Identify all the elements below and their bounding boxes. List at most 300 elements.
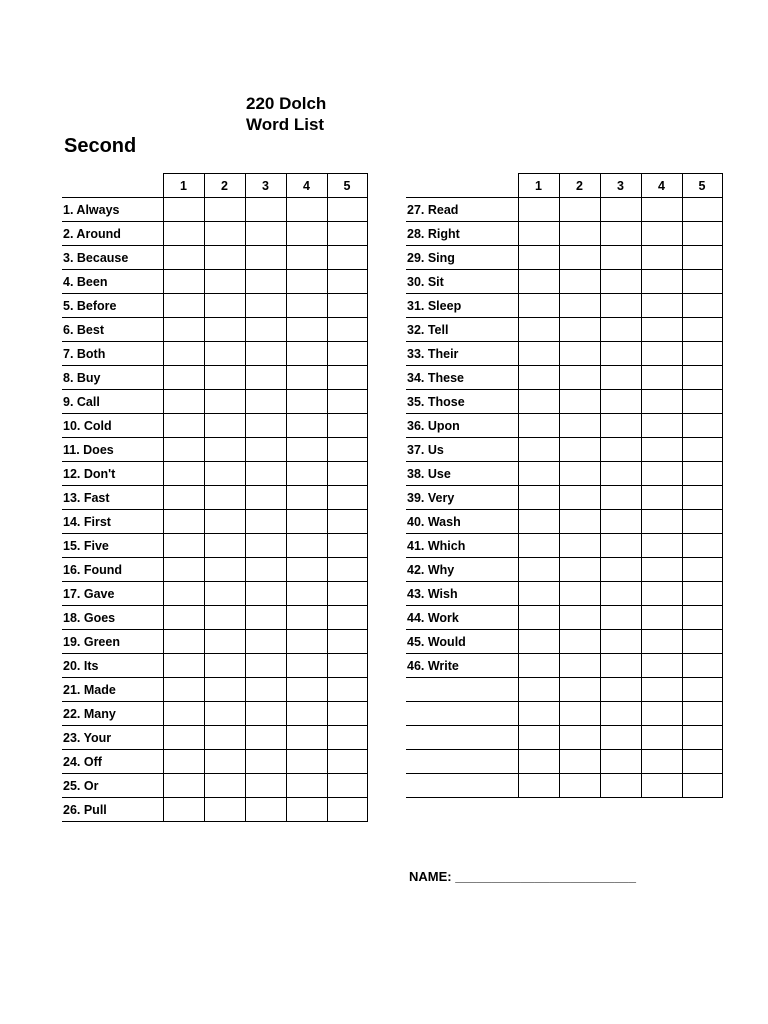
check-cell[interactable] — [682, 774, 722, 798]
check-cell[interactable] — [245, 774, 286, 798]
check-cell[interactable] — [163, 246, 204, 270]
check-cell[interactable] — [163, 486, 204, 510]
check-cell[interactable] — [518, 678, 559, 702]
check-cell[interactable] — [641, 630, 682, 654]
check-cell[interactable] — [559, 462, 600, 486]
check-cell[interactable] — [641, 774, 682, 798]
check-cell[interactable] — [559, 246, 600, 270]
check-cell[interactable] — [518, 438, 559, 462]
check-cell[interactable] — [600, 582, 641, 606]
check-cell[interactable] — [286, 318, 327, 342]
check-cell[interactable] — [163, 798, 204, 822]
check-cell[interactable] — [163, 774, 204, 798]
word-label: 30. Sit — [406, 270, 518, 294]
check-cell[interactable] — [518, 606, 559, 630]
check-cell[interactable] — [559, 270, 600, 294]
check-cell[interactable] — [559, 582, 600, 606]
check-cell[interactable] — [327, 558, 367, 582]
check-cell[interactable] — [641, 726, 682, 750]
word-label: 7. Both — [62, 342, 163, 366]
table-row — [62, 750, 367, 774]
check-cell[interactable] — [682, 678, 722, 702]
check-cell[interactable] — [600, 222, 641, 246]
check-cell[interactable] — [559, 702, 600, 726]
check-cell[interactable] — [327, 678, 367, 702]
check-cell[interactable] — [163, 582, 204, 606]
check-cell[interactable] — [204, 486, 245, 510]
word-list-title — [246, 93, 326, 135]
check-cell[interactable] — [518, 702, 559, 726]
check-cell[interactable] — [641, 366, 682, 390]
check-cell[interactable] — [163, 558, 204, 582]
check-cell[interactable] — [600, 390, 641, 414]
word-label: 46. Write — [406, 654, 518, 678]
check-cell[interactable] — [641, 390, 682, 414]
check-cell[interactable] — [518, 366, 559, 390]
right-header-row — [406, 174, 722, 198]
check-cell[interactable] — [204, 678, 245, 702]
check-cell[interactable] — [327, 246, 367, 270]
check-cell[interactable] — [682, 750, 722, 774]
table-row — [62, 702, 367, 726]
check-cell[interactable] — [204, 462, 245, 486]
check-cell[interactable] — [286, 582, 327, 606]
check-cell[interactable] — [559, 750, 600, 774]
check-cell[interactable] — [518, 750, 559, 774]
name-field-label: NAME: _________________________ — [409, 869, 636, 884]
check-cell[interactable] — [641, 462, 682, 486]
check-cell[interactable] — [600, 774, 641, 798]
check-cell[interactable] — [559, 558, 600, 582]
left-column-header: 4 — [286, 174, 327, 198]
check-cell[interactable] — [286, 390, 327, 414]
check-cell[interactable] — [286, 702, 327, 726]
check-cell[interactable] — [327, 510, 367, 534]
check-cell[interactable] — [245, 318, 286, 342]
check-cell[interactable] — [163, 222, 204, 246]
check-cell[interactable] — [559, 654, 600, 678]
check-cell[interactable] — [641, 294, 682, 318]
check-cell[interactable] — [204, 198, 245, 222]
check-cell[interactable] — [600, 654, 641, 678]
title-line-2: Word List — [246, 115, 325, 134]
check-cell[interactable] — [518, 294, 559, 318]
check-cell[interactable] — [600, 486, 641, 510]
check-cell[interactable] — [518, 198, 559, 222]
check-cell[interactable] — [327, 534, 367, 558]
check-cell[interactable] — [245, 798, 286, 822]
check-cell[interactable] — [559, 510, 600, 534]
check-cell[interactable] — [600, 294, 641, 318]
check-cell[interactable] — [327, 582, 367, 606]
check-cell[interactable] — [559, 534, 600, 558]
check-cell[interactable] — [600, 630, 641, 654]
word-label: 26. Pull — [62, 798, 163, 822]
check-cell[interactable] — [600, 606, 641, 630]
word-label: 29. Sing — [406, 246, 518, 270]
table-row — [406, 510, 722, 534]
check-cell[interactable] — [286, 534, 327, 558]
check-cell[interactable] — [518, 318, 559, 342]
check-cell[interactable] — [327, 630, 367, 654]
word-label: 36. Upon — [406, 414, 518, 438]
check-cell[interactable] — [327, 222, 367, 246]
check-cell[interactable] — [245, 486, 286, 510]
check-cell[interactable] — [163, 414, 204, 438]
check-cell[interactable] — [682, 510, 722, 534]
check-cell[interactable] — [682, 486, 722, 510]
left-word-rows — [62, 198, 367, 822]
check-cell[interactable] — [163, 606, 204, 630]
check-cell[interactable] — [286, 462, 327, 486]
check-cell[interactable] — [245, 462, 286, 486]
word-label: 38. Use — [406, 462, 518, 486]
check-cell[interactable] — [163, 342, 204, 366]
check-cell[interactable] — [600, 726, 641, 750]
table-row — [406, 606, 722, 630]
check-cell[interactable] — [245, 294, 286, 318]
check-cell[interactable] — [641, 510, 682, 534]
check-cell[interactable] — [286, 342, 327, 366]
check-cell[interactable] — [163, 390, 204, 414]
check-cell[interactable] — [245, 390, 286, 414]
check-cell[interactable] — [682, 198, 722, 222]
check-cell[interactable] — [327, 702, 367, 726]
check-cell[interactable] — [682, 606, 722, 630]
check-cell[interactable] — [559, 606, 600, 630]
check-cell[interactable] — [327, 366, 367, 390]
check-cell[interactable] — [518, 582, 559, 606]
check-cell[interactable] — [204, 246, 245, 270]
check-cell[interactable] — [327, 774, 367, 798]
check-cell[interactable] — [286, 726, 327, 750]
check-cell[interactable] — [163, 534, 204, 558]
check-cell[interactable] — [682, 294, 722, 318]
table-row — [62, 342, 367, 366]
check-cell[interactable] — [682, 534, 722, 558]
check-cell[interactable] — [245, 342, 286, 366]
check-cell[interactable] — [204, 510, 245, 534]
check-cell[interactable] — [682, 318, 722, 342]
word-label — [406, 774, 518, 798]
check-cell[interactable] — [641, 270, 682, 294]
check-cell[interactable] — [518, 534, 559, 558]
check-cell[interactable] — [163, 438, 204, 462]
check-cell[interactable] — [641, 414, 682, 438]
check-cell[interactable] — [559, 198, 600, 222]
check-cell[interactable] — [682, 390, 722, 414]
check-cell[interactable] — [204, 366, 245, 390]
check-cell[interactable] — [641, 246, 682, 270]
check-cell[interactable] — [286, 630, 327, 654]
check-cell[interactable] — [641, 198, 682, 222]
check-cell[interactable] — [600, 702, 641, 726]
check-cell[interactable] — [286, 750, 327, 774]
table-row — [406, 366, 722, 390]
check-cell[interactable] — [286, 198, 327, 222]
table-row — [62, 630, 367, 654]
check-cell[interactable] — [641, 318, 682, 342]
check-cell[interactable] — [682, 654, 722, 678]
check-cell[interactable] — [559, 486, 600, 510]
check-cell[interactable] — [518, 414, 559, 438]
check-cell[interactable] — [559, 318, 600, 342]
check-cell[interactable] — [163, 462, 204, 486]
check-cell[interactable] — [286, 654, 327, 678]
check-cell[interactable] — [518, 486, 559, 510]
check-cell[interactable] — [682, 582, 722, 606]
check-cell[interactable] — [682, 366, 722, 390]
check-cell[interactable] — [641, 438, 682, 462]
check-cell[interactable] — [682, 630, 722, 654]
check-cell[interactable] — [245, 678, 286, 702]
check-cell[interactable] — [204, 318, 245, 342]
table-row — [406, 774, 722, 798]
check-cell[interactable] — [641, 222, 682, 246]
check-cell[interactable] — [327, 438, 367, 462]
check-cell[interactable] — [518, 246, 559, 270]
check-cell[interactable] — [327, 414, 367, 438]
check-cell[interactable] — [600, 750, 641, 774]
check-cell[interactable] — [163, 366, 204, 390]
check-cell[interactable] — [518, 774, 559, 798]
check-cell[interactable] — [245, 414, 286, 438]
check-cell[interactable] — [204, 630, 245, 654]
check-cell[interactable] — [204, 390, 245, 414]
check-cell[interactable] — [245, 534, 286, 558]
check-cell[interactable] — [600, 366, 641, 390]
table-row — [406, 342, 722, 366]
check-cell[interactable] — [204, 342, 245, 366]
check-cell[interactable] — [641, 750, 682, 774]
check-cell[interactable] — [682, 438, 722, 462]
check-cell[interactable] — [327, 654, 367, 678]
word-label: 24. Off — [62, 750, 163, 774]
check-cell[interactable] — [204, 702, 245, 726]
check-cell[interactable] — [559, 678, 600, 702]
check-cell[interactable] — [559, 414, 600, 438]
check-cell[interactable] — [204, 606, 245, 630]
check-cell[interactable] — [163, 510, 204, 534]
check-cell[interactable] — [600, 198, 641, 222]
check-cell[interactable] — [163, 270, 204, 294]
table-row — [406, 246, 722, 270]
check-cell[interactable] — [518, 270, 559, 294]
check-cell[interactable] — [641, 534, 682, 558]
check-cell[interactable] — [163, 702, 204, 726]
check-cell[interactable] — [518, 654, 559, 678]
check-cell[interactable] — [682, 222, 722, 246]
check-cell[interactable] — [245, 198, 286, 222]
check-cell[interactable] — [163, 750, 204, 774]
check-cell[interactable] — [600, 246, 641, 270]
check-cell[interactable] — [163, 726, 204, 750]
check-cell[interactable] — [682, 462, 722, 486]
check-cell[interactable] — [518, 342, 559, 366]
check-cell[interactable] — [286, 438, 327, 462]
check-cell[interactable] — [327, 270, 367, 294]
check-cell[interactable] — [600, 558, 641, 582]
check-cell[interactable] — [327, 390, 367, 414]
check-cell[interactable] — [163, 678, 204, 702]
check-cell[interactable] — [518, 510, 559, 534]
check-cell[interactable] — [245, 654, 286, 678]
check-cell[interactable] — [204, 558, 245, 582]
check-cell[interactable] — [600, 678, 641, 702]
check-cell[interactable] — [559, 630, 600, 654]
check-cell[interactable] — [163, 318, 204, 342]
check-cell[interactable] — [327, 462, 367, 486]
check-cell[interactable] — [286, 294, 327, 318]
check-cell[interactable] — [327, 342, 367, 366]
check-cell[interactable] — [245, 702, 286, 726]
check-cell[interactable] — [245, 558, 286, 582]
check-cell[interactable] — [518, 558, 559, 582]
check-cell[interactable] — [245, 582, 286, 606]
table-row — [62, 654, 367, 678]
check-cell[interactable] — [204, 726, 245, 750]
check-cell[interactable] — [641, 582, 682, 606]
check-cell[interactable] — [682, 702, 722, 726]
check-cell[interactable] — [327, 486, 367, 510]
check-cell[interactable] — [163, 294, 204, 318]
check-cell[interactable] — [204, 798, 245, 822]
check-cell[interactable] — [327, 198, 367, 222]
check-cell[interactable] — [327, 750, 367, 774]
word-label: 28. Right — [406, 222, 518, 246]
table-row — [62, 798, 367, 822]
word-label: 33. Their — [406, 342, 518, 366]
check-cell[interactable] — [286, 774, 327, 798]
check-cell[interactable] — [641, 606, 682, 630]
check-cell[interactable] — [286, 798, 327, 822]
check-cell[interactable] — [559, 726, 600, 750]
check-cell[interactable] — [641, 654, 682, 678]
left-header-blank — [62, 174, 163, 198]
check-cell[interactable] — [682, 342, 722, 366]
table-row — [406, 702, 722, 726]
word-label: 31. Sleep — [406, 294, 518, 318]
check-cell[interactable] — [682, 246, 722, 270]
check-cell[interactable] — [327, 318, 367, 342]
check-cell[interactable] — [245, 606, 286, 630]
check-cell[interactable] — [286, 486, 327, 510]
check-cell[interactable] — [245, 750, 286, 774]
check-cell[interactable] — [286, 414, 327, 438]
check-cell[interactable] — [204, 270, 245, 294]
check-cell[interactable] — [600, 438, 641, 462]
check-cell[interactable] — [559, 366, 600, 390]
check-cell[interactable] — [327, 294, 367, 318]
check-cell[interactable] — [245, 438, 286, 462]
check-cell[interactable] — [682, 558, 722, 582]
check-cell[interactable] — [600, 342, 641, 366]
table-row — [406, 294, 722, 318]
check-cell[interactable] — [559, 342, 600, 366]
check-cell[interactable] — [559, 774, 600, 798]
word-label: 32. Tell — [406, 318, 518, 342]
check-cell[interactable] — [204, 774, 245, 798]
right-word-table — [406, 173, 723, 798]
check-cell[interactable] — [286, 366, 327, 390]
check-cell[interactable] — [559, 294, 600, 318]
check-cell[interactable] — [204, 582, 245, 606]
check-cell[interactable] — [245, 630, 286, 654]
check-cell[interactable] — [286, 246, 327, 270]
check-cell[interactable] — [245, 222, 286, 246]
check-cell[interactable] — [204, 534, 245, 558]
check-cell[interactable] — [559, 390, 600, 414]
left-word-table — [62, 173, 368, 822]
check-cell[interactable] — [245, 270, 286, 294]
check-cell[interactable] — [518, 390, 559, 414]
check-cell[interactable] — [518, 462, 559, 486]
check-cell[interactable] — [559, 222, 600, 246]
check-cell[interactable] — [204, 414, 245, 438]
word-label: 20. Its — [62, 654, 163, 678]
check-cell[interactable] — [204, 438, 245, 462]
check-cell[interactable] — [559, 438, 600, 462]
check-cell[interactable] — [163, 630, 204, 654]
left-column-header: 1 — [163, 174, 204, 198]
check-cell[interactable] — [682, 414, 722, 438]
check-cell[interactable] — [245, 726, 286, 750]
check-cell[interactable] — [641, 486, 682, 510]
check-cell[interactable] — [245, 246, 286, 270]
check-cell[interactable] — [600, 510, 641, 534]
check-cell[interactable] — [327, 726, 367, 750]
check-cell[interactable] — [204, 750, 245, 774]
check-cell[interactable] — [286, 606, 327, 630]
check-cell[interactable] — [682, 726, 722, 750]
check-cell[interactable] — [163, 198, 204, 222]
word-label — [406, 726, 518, 750]
check-cell[interactable] — [600, 270, 641, 294]
check-cell[interactable] — [327, 606, 367, 630]
check-cell[interactable] — [245, 366, 286, 390]
table-row — [62, 246, 367, 270]
check-cell[interactable] — [327, 798, 367, 822]
check-cell[interactable] — [204, 654, 245, 678]
word-label: 17. Gave — [62, 582, 163, 606]
check-cell[interactable] — [518, 726, 559, 750]
check-cell[interactable] — [518, 630, 559, 654]
check-cell[interactable] — [600, 318, 641, 342]
check-cell[interactable] — [600, 462, 641, 486]
check-cell[interactable] — [286, 222, 327, 246]
right-column-header: 1 — [518, 174, 559, 198]
check-cell[interactable] — [682, 270, 722, 294]
table-row — [62, 606, 367, 630]
check-cell[interactable] — [600, 414, 641, 438]
check-cell[interactable] — [204, 294, 245, 318]
word-label: 40. Wash — [406, 510, 518, 534]
left-column-header: 2 — [204, 174, 245, 198]
check-cell[interactable] — [600, 534, 641, 558]
check-cell[interactable] — [286, 558, 327, 582]
check-cell[interactable] — [641, 342, 682, 366]
check-cell[interactable] — [641, 558, 682, 582]
check-cell[interactable] — [286, 510, 327, 534]
check-cell[interactable] — [286, 678, 327, 702]
check-cell[interactable] — [245, 510, 286, 534]
check-cell[interactable] — [163, 654, 204, 678]
check-cell[interactable] — [204, 222, 245, 246]
check-cell[interactable] — [286, 270, 327, 294]
check-cell[interactable] — [518, 222, 559, 246]
check-cell[interactable] — [641, 678, 682, 702]
check-cell[interactable] — [641, 702, 682, 726]
